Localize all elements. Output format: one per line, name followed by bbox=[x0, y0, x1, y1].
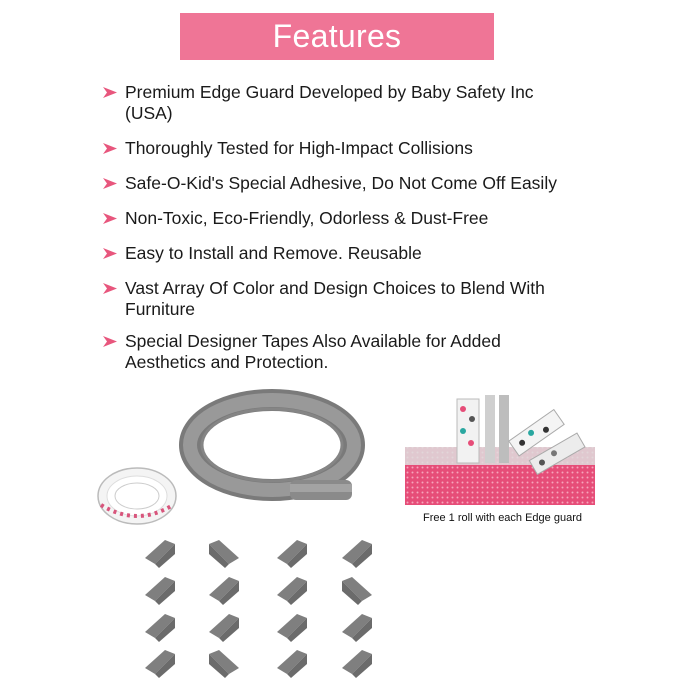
corner-guard-icon bbox=[275, 612, 309, 642]
corner-guard-icon bbox=[340, 575, 374, 605]
corner-guard-icon bbox=[340, 612, 374, 642]
feature-item bbox=[103, 208, 623, 229]
feature-item bbox=[103, 82, 555, 124]
corner-guard-icon bbox=[275, 575, 309, 605]
features-banner bbox=[180, 13, 494, 60]
arrow-bullet-icon bbox=[103, 336, 117, 347]
designer-tapes-photo bbox=[405, 395, 595, 505]
corner-guard-icon bbox=[143, 612, 177, 642]
corner-guard-icon bbox=[207, 612, 241, 642]
feature-item bbox=[103, 278, 595, 320]
corner-guard-icon bbox=[207, 538, 241, 568]
feature-item bbox=[103, 243, 623, 264]
corner-guard-icon bbox=[340, 538, 374, 568]
arrow-bullet-icon bbox=[103, 178, 117, 189]
arrow-bullet-icon bbox=[103, 143, 117, 154]
feature-text: Non-Toxic, Eco-Friendly, Odorless & Dust-Free bbox=[125, 208, 489, 228]
corner-guard-icon bbox=[207, 575, 241, 605]
corner-guard-icon bbox=[340, 648, 374, 678]
corner-guard-icon bbox=[143, 575, 177, 605]
feature-text: Safe-O-Kid's Special Adhesive, Do Not Come Off Easily bbox=[125, 173, 557, 193]
feature-text: Special Designer Tapes Also Available for Added Aesthetics and Protection. bbox=[125, 331, 501, 372]
feature-text: Premium Edge Guard Developed by Baby Safety Inc (USA) bbox=[125, 82, 534, 123]
edge-guard-coil-icon bbox=[172, 385, 372, 510]
feature-item bbox=[103, 138, 623, 159]
arrow-bullet-icon bbox=[103, 213, 117, 224]
corner-guard-icon bbox=[207, 648, 241, 678]
corner-guard-icon bbox=[143, 538, 177, 568]
features-list bbox=[103, 82, 623, 373]
free-roll-caption: Free 1 roll with each Edge guard bbox=[423, 512, 582, 524]
corner-guard-icon bbox=[143, 648, 177, 678]
feature-item bbox=[103, 331, 555, 373]
feature-text: Easy to Install and Remove. Reusable bbox=[125, 243, 422, 263]
corner-guard-icon bbox=[275, 648, 309, 678]
arrow-bullet-icon bbox=[103, 87, 117, 98]
adhesive-tape-roll-icon bbox=[96, 465, 178, 527]
feature-text: Vast Array Of Color and Design Choices to Blend With Furniture bbox=[125, 278, 545, 319]
feature-text: Thoroughly Tested for High-Impact Collisions bbox=[125, 138, 473, 158]
feature-item bbox=[103, 173, 623, 194]
arrow-bullet-icon bbox=[103, 283, 117, 294]
banner-title: Features bbox=[272, 18, 402, 54]
arrow-bullet-icon bbox=[103, 248, 117, 259]
corner-guard-icon bbox=[275, 538, 309, 568]
